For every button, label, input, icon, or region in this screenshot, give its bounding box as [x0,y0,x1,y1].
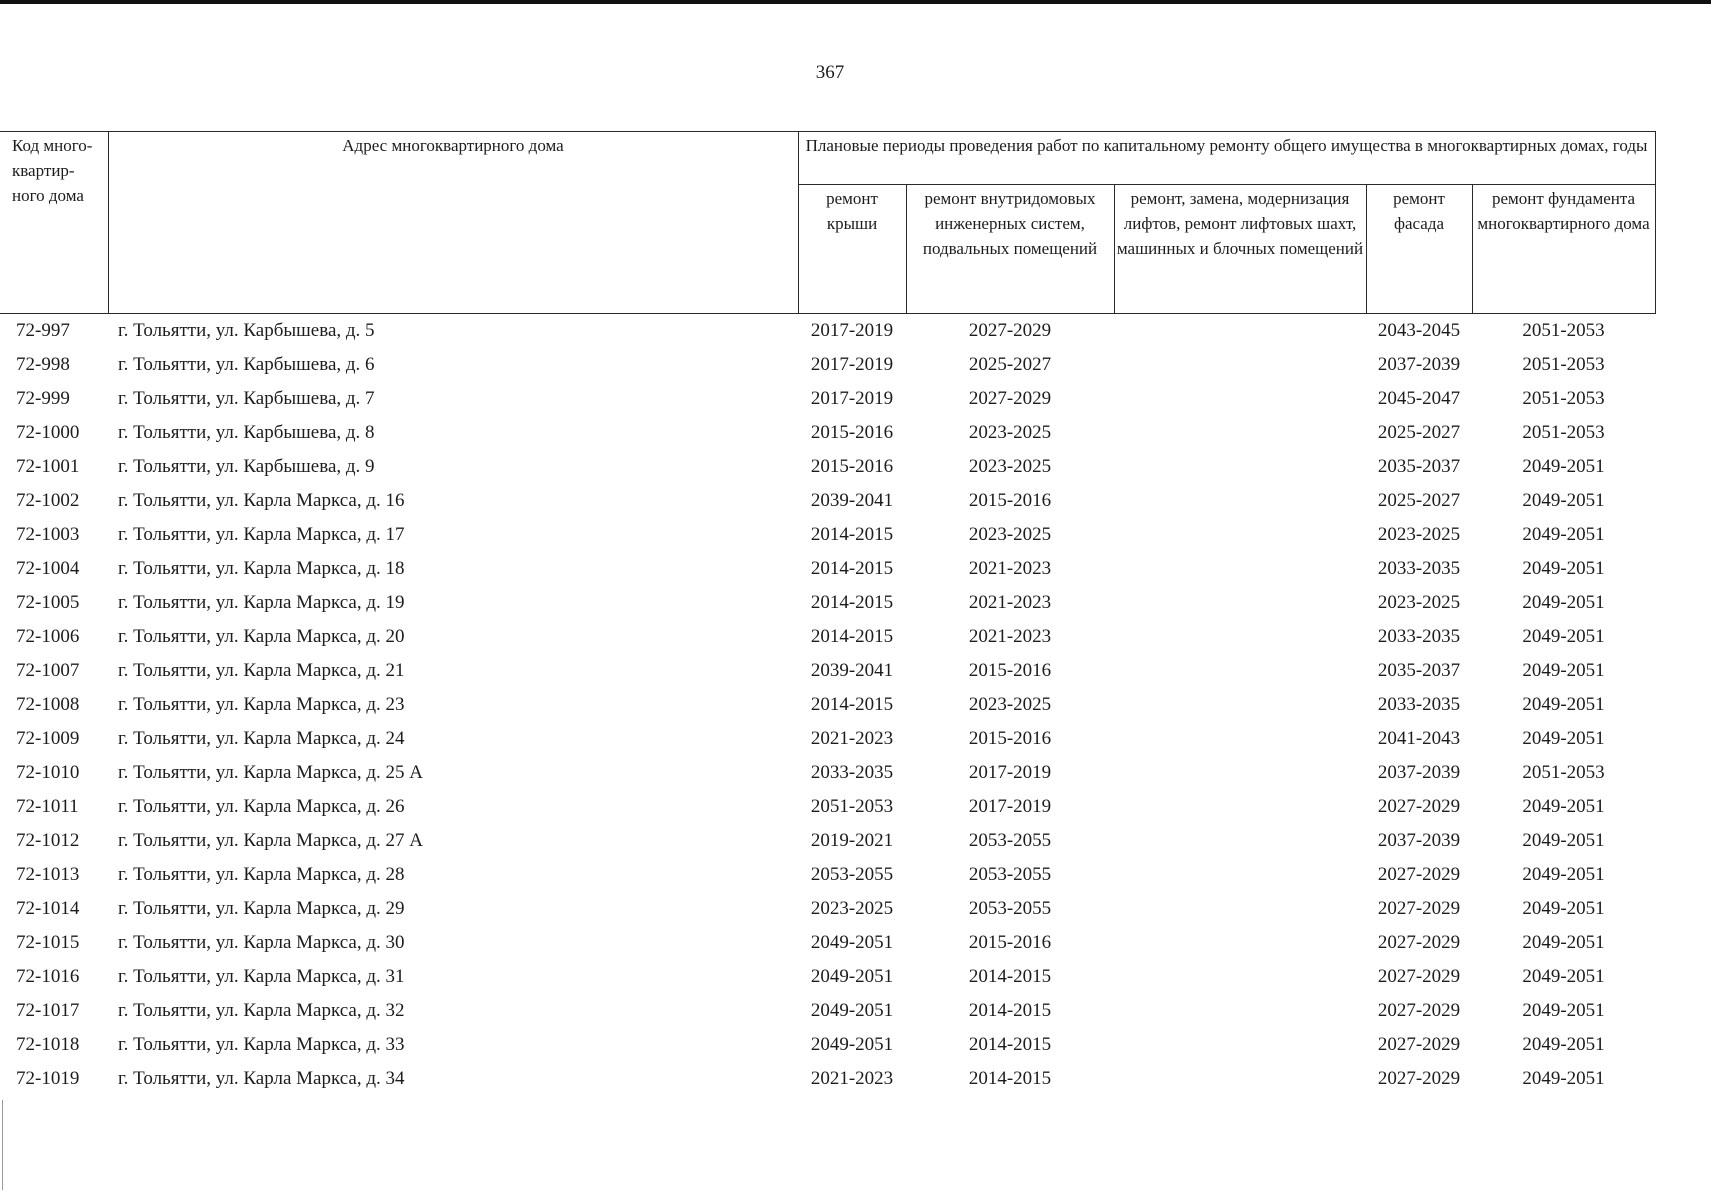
cell-foundation-period: 2049-2051 [1522,456,1605,477]
cell-house-code: 72-1014 [16,898,80,919]
cell-foundation-period: 2049-2051 [1522,1000,1605,1021]
cell-facade-period: 2027-2029 [1377,1068,1461,1089]
cell-elevator-period [1114,858,1366,892]
cell-roof-period: 2014-2015 [810,592,894,613]
cell-foundation-period: 2049-2051 [1522,966,1605,987]
table-row [0,926,1655,960]
cell-engineering-period: 2023-2025 [968,694,1052,715]
table-row [0,314,1655,349]
scan-edge-mark [2,1100,3,1190]
cell-roof-period: 2017-2019 [810,354,894,375]
table-row [0,688,1655,722]
cell-roof-period: 2033-2035 [810,762,894,783]
cell-facade-period: 2037-2039 [1377,354,1461,375]
cell-house-code: 72-1006 [16,626,80,647]
cell-elevator-period [1114,824,1366,858]
cell-foundation-period: 2049-2051 [1522,694,1605,715]
cell-facade-period: 2027-2029 [1377,1000,1461,1021]
cell-address: г. Тольятти, ул. Карла Маркса, д. 32 [118,1000,405,1021]
cell-address: г. Тольятти, ул. Карла Маркса, д. 28 [118,864,405,885]
cell-engineering-period: 2027-2029 [968,320,1052,341]
cell-engineering-period: 2014-2015 [968,966,1052,987]
cell-foundation-period: 2049-2051 [1522,932,1605,953]
cell-facade-period: 2025-2027 [1377,422,1461,443]
table-header [0,132,1655,314]
cell-roof-period: 2039-2041 [810,490,894,511]
table-row [0,348,1655,382]
cell-elevator-period [1114,552,1366,586]
cell-facade-period: 2037-2039 [1377,830,1461,851]
cell-engineering-period: 2014-2015 [968,1068,1052,1089]
cell-elevator-period [1114,484,1366,518]
cell-facade-period: 2027-2029 [1377,864,1461,885]
cell-roof-period: 2051-2053 [810,796,894,817]
cell-address: г. Тольятти, ул. Карла Маркса, д. 23 [118,694,405,715]
cell-elevator-period [1114,620,1366,654]
cell-roof-period: 2021-2023 [810,728,894,749]
cell-engineering-period: 2027-2029 [968,388,1052,409]
cell-foundation-period: 2051-2053 [1522,762,1605,783]
cell-house-code: 72-1003 [16,524,80,545]
top-border-rule [0,0,1711,4]
cell-facade-period: 2043-2045 [1377,320,1461,341]
cell-facade-period: 2033-2035 [1377,694,1461,715]
cell-foundation-period: 2051-2053 [1522,354,1605,375]
cell-house-code: 72-1018 [16,1034,80,1055]
cell-elevator-period [1114,994,1366,1028]
cell-address: г. Тольятти, ул. Карла Маркса, д. 25 А [118,762,423,783]
cell-facade-period: 2027-2029 [1377,1034,1461,1055]
cell-address: г. Тольятти, ул. Карла Маркса, д. 33 [118,1034,405,1055]
table-row [0,722,1655,756]
cell-engineering-period: 2053-2055 [968,898,1052,919]
cell-elevator-period [1114,586,1366,620]
cell-facade-period: 2033-2035 [1377,558,1461,579]
table-row [0,1028,1655,1062]
cell-facade-period: 2025-2027 [1377,490,1461,511]
cell-facade-period: 2035-2037 [1377,660,1461,681]
cell-address: г. Тольятти, ул. Карла Маркса, д. 27 А [118,830,423,851]
cell-elevator-period [1114,518,1366,552]
cell-roof-period: 2014-2015 [810,626,894,647]
cell-address: г. Тольятти, ул. Карла Маркса, д. 24 [118,728,405,749]
table-row [0,892,1655,926]
cell-house-code: 72-1005 [16,592,80,613]
cell-elevator-period [1114,756,1366,790]
cell-house-code: 72-997 [16,320,70,341]
cell-foundation-period: 2049-2051 [1522,558,1605,579]
table-row [0,484,1655,518]
cell-elevator-period [1114,926,1366,960]
cell-roof-period: 2039-2041 [810,660,894,681]
header-house-code: Код много-квартир-ного дома [0,132,108,314]
cell-roof-period: 2015-2016 [810,422,894,443]
cell-facade-period: 2027-2029 [1377,932,1461,953]
cell-foundation-period: 2049-2051 [1522,592,1605,613]
cell-engineering-period: 2014-2015 [968,1034,1052,1055]
cell-engineering-period: 2015-2016 [968,660,1052,681]
cell-foundation-period: 2049-2051 [1522,490,1605,511]
cell-elevator-period [1114,1062,1366,1096]
cell-house-code: 72-1012 [16,830,80,851]
cell-house-code: 72-1010 [16,762,80,783]
cell-facade-period: 2041-2043 [1377,728,1461,749]
cell-roof-period: 2049-2051 [810,966,894,987]
cell-roof-period: 2015-2016 [810,456,894,477]
header-elevator-repair: ремонт, замена, модернизация лифтов, ремонт лифтовых шахт, машинных и блочных помещений [1114,185,1366,314]
header-address: Адрес многоквартирного дома [108,132,798,314]
table-body [0,314,1655,1097]
cell-engineering-period: 2021-2023 [968,626,1052,647]
cell-roof-period: 2019-2021 [810,830,894,851]
cell-elevator-period [1114,1028,1366,1062]
cell-elevator-period [1114,314,1366,349]
cell-roof-period: 2053-2055 [810,864,894,885]
cell-facade-period: 2037-2039 [1377,762,1461,783]
cell-engineering-period: 2023-2025 [968,524,1052,545]
cell-engineering-period: 2053-2055 [968,830,1052,851]
cell-engineering-period: 2023-2025 [968,456,1052,477]
cell-engineering-period: 2017-2019 [968,796,1052,817]
cell-facade-period: 2023-2025 [1377,592,1461,613]
cell-elevator-period [1114,688,1366,722]
cell-address: г. Тольятти, ул. Карла Маркса, д. 34 [118,1068,405,1089]
cell-roof-period: 2017-2019 [810,320,894,341]
cell-house-code: 72-1001 [16,456,80,477]
cell-facade-period: 2035-2037 [1377,456,1461,477]
table-row [0,416,1655,450]
cell-address: г. Тольятти, ул. Карбышева, д. 8 [118,422,375,443]
table-row [0,586,1655,620]
cell-engineering-period: 2017-2019 [968,762,1052,783]
cell-elevator-period [1114,960,1366,994]
cell-address: г. Тольятти, ул. Карбышева, д. 6 [118,354,375,375]
cell-roof-period: 2049-2051 [810,1034,894,1055]
capital-repair-schedule-table [0,131,1656,1096]
cell-roof-period: 2014-2015 [810,558,894,579]
cell-house-code: 72-1015 [16,932,80,953]
table-row [0,756,1655,790]
cell-elevator-period [1114,416,1366,450]
cell-elevator-period [1114,450,1366,484]
cell-elevator-period [1114,892,1366,926]
cell-elevator-period [1114,790,1366,824]
cell-house-code: 72-1004 [16,558,80,579]
cell-address: г. Тольятти, ул. Карла Маркса, д. 18 [118,558,405,579]
table-row [0,994,1655,1028]
cell-engineering-period: 2021-2023 [968,592,1052,613]
cell-house-code: 72-1011 [16,796,79,817]
cell-foundation-period: 2049-2051 [1522,660,1605,681]
cell-foundation-period: 2049-2051 [1522,728,1605,749]
cell-engineering-period: 2053-2055 [968,864,1052,885]
table-row [0,620,1655,654]
cell-address: г. Тольятти, ул. Карла Маркса, д. 29 [118,898,405,919]
table-row [0,654,1655,688]
table-row [0,518,1655,552]
cell-address: г. Тольятти, ул. Карла Маркса, д. 17 [118,524,405,545]
table-row [0,858,1655,892]
cell-engineering-period: 2015-2016 [968,932,1052,953]
cell-house-code: 72-1017 [16,1000,80,1021]
cell-roof-period: 2017-2019 [810,388,894,409]
cell-roof-period: 2049-2051 [810,1000,894,1021]
table-row [0,382,1655,416]
cell-facade-period: 2023-2025 [1377,524,1461,545]
cell-engineering-period: 2015-2016 [968,490,1052,511]
cell-address: г. Тольятти, ул. Карла Маркса, д. 31 [118,966,405,987]
table-row [0,450,1655,484]
header-roof-repair: ремонт крыши [798,185,906,314]
cell-elevator-period [1114,654,1366,688]
cell-foundation-period: 2049-2051 [1522,898,1605,919]
cell-elevator-period [1114,348,1366,382]
cell-roof-period: 2014-2015 [810,524,894,545]
cell-engineering-period: 2025-2027 [968,354,1052,375]
cell-address: г. Тольятти, ул. Карла Маркса, д. 20 [118,626,405,647]
cell-facade-period: 2027-2029 [1377,966,1461,987]
cell-foundation-period: 2049-2051 [1522,864,1605,885]
cell-foundation-period: 2049-2051 [1522,796,1605,817]
cell-address: г. Тольятти, ул. Карла Маркса, д. 19 [118,592,405,613]
cell-house-code: 72-1009 [16,728,80,749]
cell-engineering-period: 2021-2023 [968,558,1052,579]
cell-roof-period: 2023-2025 [810,898,894,919]
table-row [0,552,1655,586]
table-row [0,824,1655,858]
cell-address: г. Тольятти, ул. Карбышева, д. 9 [118,456,375,477]
table-row [0,790,1655,824]
cell-facade-period: 2027-2029 [1377,898,1461,919]
cell-address: г. Тольятти, ул. Карла Маркса, д. 26 [118,796,405,817]
header-foundation-repair: ремонт фундамента многоквартирного дома [1472,185,1655,314]
cell-elevator-period [1114,382,1366,416]
cell-facade-period: 2027-2029 [1377,796,1461,817]
table-row [0,960,1655,994]
cell-elevator-period [1114,722,1366,756]
cell-engineering-period: 2023-2025 [968,422,1052,443]
cell-address: г. Тольятти, ул. Карла Маркса, д. 21 [118,660,405,681]
cell-house-code: 72-1007 [16,660,80,681]
cell-facade-period: 2033-2035 [1377,626,1461,647]
cell-address: г. Тольятти, ул. Карбышева, д. 7 [118,388,375,409]
cell-roof-period: 2014-2015 [810,694,894,715]
cell-roof-period: 2049-2051 [810,932,894,953]
cell-house-code: 72-1016 [16,966,80,987]
header-facade-repair: ремонт фасада [1366,185,1472,314]
cell-address: г. Тольятти, ул. Карла Маркса, д. 30 [118,932,405,953]
header-planned-periods: Плановые периоды проведения работ по капитальному ремонту общего имущества в многоквартирных домах, годы [798,132,1655,185]
cell-house-code: 72-998 [16,354,70,375]
cell-house-code: 72-1000 [16,422,80,443]
cell-house-code: 72-1013 [16,864,80,885]
cell-engineering-period: 2014-2015 [968,1000,1052,1021]
cell-house-code: 72-1002 [16,490,80,511]
cell-foundation-period: 2051-2053 [1522,388,1605,409]
cell-foundation-period: 2049-2051 [1522,830,1605,851]
cell-house-code: 72-1019 [16,1068,80,1089]
cell-foundation-period: 2049-2051 [1522,1034,1605,1055]
cell-facade-period: 2045-2047 [1377,388,1461,409]
cell-house-code: 72-1008 [16,694,80,715]
cell-address: г. Тольятти, ул. Карбышева, д. 5 [118,320,375,341]
cell-house-code: 72-999 [16,388,70,409]
cell-foundation-period: 2049-2051 [1522,1068,1605,1089]
cell-roof-period: 2021-2023 [810,1068,894,1089]
header-engineering-repair: ремонт внутридомовых инженерных систем, подвальных помещений [906,185,1114,314]
table-row [0,1062,1655,1096]
cell-address: г. Тольятти, ул. Карла Маркса, д. 16 [118,490,405,511]
cell-foundation-period: 2051-2053 [1522,320,1605,341]
cell-engineering-period: 2015-2016 [968,728,1052,749]
cell-foundation-period: 2049-2051 [1522,524,1605,545]
cell-foundation-period: 2049-2051 [1522,626,1605,647]
page-number: 367 [815,62,845,83]
cell-foundation-period: 2051-2053 [1522,422,1605,443]
